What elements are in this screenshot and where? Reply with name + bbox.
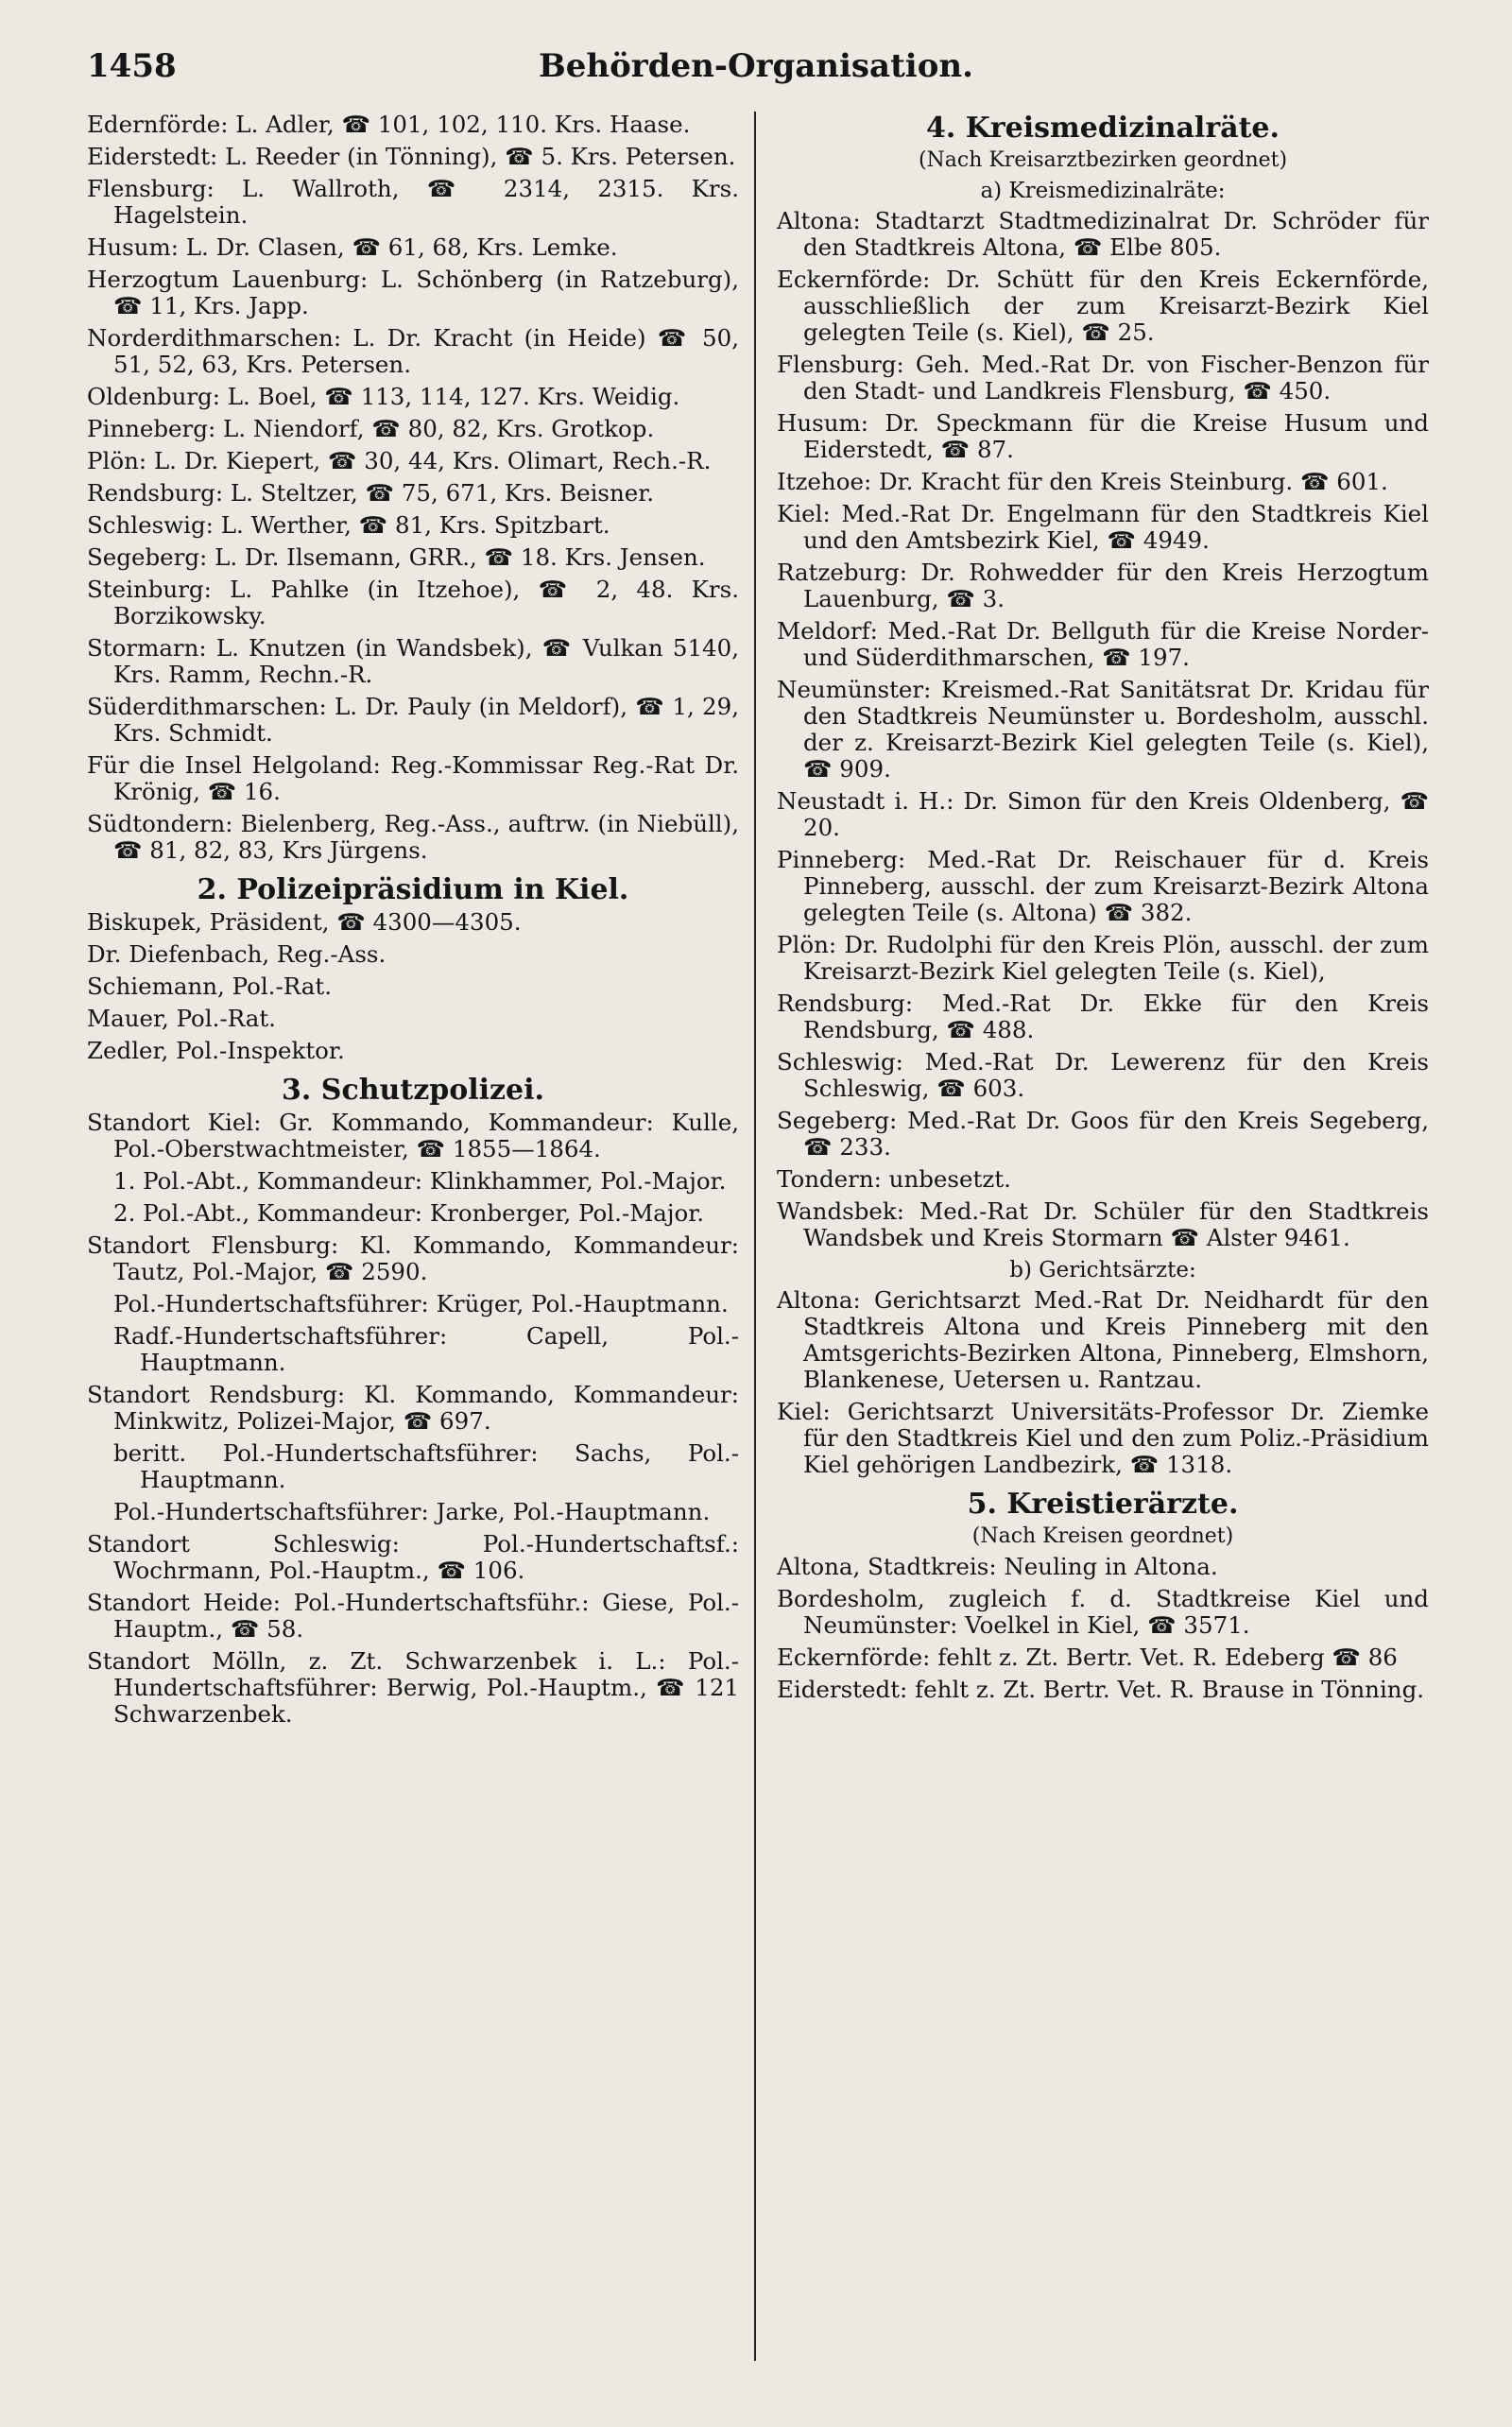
veterinary-entry: Eckernförde: fehlt z. Zt. Bertr. Vet. R. Edeberg ☎ 86 [777, 1644, 1398, 1671]
police-entry: Standort Schleswig: Pol.-Hundertschaftsf.: Wochrmann, Pol.-Hauptm., ☎ 106. [87, 1530, 739, 1584]
district-entry: Süderdithmarschen: L. Dr. Pauly (in Meldorf), ☎ 1, 29, Krs. Schmidt. [87, 693, 739, 747]
medical-entry: Wandsbek: Med.-Rat Dr. Schüler für den Stadtkreis Wandsbek und Kreis Stormarn ☎ Alster 9461. [777, 1197, 1429, 1251]
district-entry: Husum: L. Dr. Clasen, ☎ 61, 68, Krs. Lemke. [87, 233, 618, 261]
medical-entry: Itzehoe: Dr. Kracht für den Kreis Steinburg. ☎ 601. [777, 468, 1388, 495]
medical-entry: Schleswig: Med.-Rat Dr. Lewerenz für den Kreis Schleswig, ☎ 603. [777, 1048, 1429, 1102]
police-entry: Standort Kiel: Gr. Kommando, Kommandeur: Kulle, Pol.-Oberstwachtmeister, ☎ 1855—1864. [87, 1109, 739, 1162]
district-entry: Schleswig: L. Werther, ☎ 81, Krs. Spitzbart. [87, 511, 610, 539]
court-doctor-entry: Altona: Gerichtsarzt Med.-Rat Dr. Neidhardt für den Stadtkreis Altona und Kreis Pinneberg mit den Amtsgerichts-Bezirken Altona, Pinneberg, Elmshorn, Blankenese, Uetersen u. Rantzau. [777, 1286, 1429, 1393]
police-subentry: Radf.-Hundertschaftsführer: Capell, Pol.-Hauptmann. [113, 1322, 739, 1376]
district-entry: Eiderstedt: L. Reeder (in Tönning), ☎ 5. Krs. Petersen. [87, 143, 736, 170]
section-heading: 3. Schutzpolizei. [282, 1074, 544, 1107]
staff-entry: Biskupek, Präsident, ☎ 4300—4305. [87, 908, 522, 936]
district-entry: Edernförde: L. Adler, ☎ 101, 102, 110. Krs. Haase. [87, 111, 691, 138]
section-heading: 5. Kreistierärzte. [967, 1488, 1239, 1521]
medical-entry: Segeberg: Med.-Rat Dr. Goos für den Kreis Segeberg, ☎ 233. [777, 1107, 1429, 1161]
district-entry: Flensburg: L. Wallroth, ☎ 2314, 2315. Krs. Hagelstein. [87, 175, 739, 229]
page-number: 1458 [87, 47, 177, 85]
district-entry: Herzogtum Lauenburg: L. Schönberg (in Ratzeburg), ☎ 11, Krs. Japp. [87, 266, 739, 319]
medical-entry: Kiel: Med.-Rat Dr. Engelmann für den Stadtkreis Kiel und den Amtsbezirk Kiel, ☎ 4949. [777, 500, 1429, 554]
veterinary-entry: Eiderstedt: fehlt z. Zt. Bertr. Vet. R. Brause in Tönning. [777, 1676, 1425, 1703]
medical-entry: Rendsburg: Med.-Rat Dr. Ekke für den Kreis Rendsburg, ☎ 488. [777, 990, 1429, 1043]
staff-entry: Dr. Diefenbach, Reg.-Ass. [87, 940, 387, 968]
medical-entry: Eckernförde: Dr. Schütt für den Kreis Eckernförde, ausschließlich der zum Kreisarzt-Bezirk Kiel gelegten Teile (s. Kiel), ☎ 25. [777, 266, 1429, 346]
subsection-heading: a) Kreismedizinalräte: [980, 179, 1226, 203]
staff-entry: Zedler, Pol.-Inspektor. [87, 1037, 345, 1064]
section-heading: 4. Kreismedizinalräte. [926, 112, 1280, 145]
medical-entry: Plön: Dr. Rudolphi für den Kreis Plön, ausschl. der zum Kreisarzt-Bezirk Kiel gelegten Teile (s. Kiel), [777, 931, 1429, 985]
medical-entry: Altona: Stadtarzt Stadtmedizinalrat Dr. Schröder für den Stadtkreis Altona, ☎ Elbe 805. [777, 207, 1429, 261]
police-subentry: Pol.-Hundertschaftsführer: Krüger, Pol.-Hauptmann. [113, 1290, 729, 1317]
column-divider [754, 112, 756, 2361]
police-entry: Standort Flensburg: Kl. Kommando, Kommandeur: Tautz, Pol.-Major, ☎ 2590. [87, 1231, 739, 1285]
district-entry: Südtondern: Bielenberg, Reg.-Ass., auftrw. (in Niebüll), ☎ 81, 82, 83, Krs Jürgens. [87, 810, 739, 864]
district-entry: Norderdithmarschen: L. Dr. Kracht (in Heide) ☎ 50, 51, 52, 63, Krs. Petersen. [87, 324, 739, 378]
district-entry: Plön: L. Dr. Kiepert, ☎ 30, 44, Krs. Olimart, Rech.-R. [87, 447, 712, 474]
district-entry: Oldenburg: L. Boel, ☎ 113, 114, 127. Krs. Weidig. [87, 383, 680, 410]
subsection-heading: b) Gerichtsärzte: [1009, 1258, 1196, 1282]
district-entry: Pinneberg: L. Niendorf, ☎ 80, 82, Krs. Grotkop. [87, 415, 655, 442]
running-head [0, 47, 1512, 95]
section-note: (Nach Kreisarztbezirken geordnet) [918, 148, 1288, 172]
right-column [777, 112, 1429, 1709]
police-subentry: 2. Pol.-Abt., Kommandeur: Kronberger, Pol.-Major. [113, 1199, 705, 1227]
left-column [87, 112, 739, 1733]
medical-entry: Meldorf: Med.-Rat Dr. Bellguth für die Kreise Norder- und Süderdithmarschen, ☎ 197. [777, 617, 1429, 671]
district-entry: Segeberg: L. Dr. Ilsemann, GRR., ☎ 18. Krs. Jensen. [87, 543, 706, 571]
district-entry: Rendsburg: L. Steltzer, ☎ 75, 671, Krs. Beisner. [87, 479, 655, 507]
medical-entry: Flensburg: Geh. Med.-Rat Dr. von Fischer-Benzon für den Stadt- und Landkreis Flensburg, ☎ 450. [777, 351, 1429, 404]
page-title: Behörden-Organisation. [539, 47, 973, 85]
police-subentry: Pol.-Hundertschaftsführer: Jarke, Pol.-Hauptmann. [113, 1498, 711, 1525]
court-doctor-entry: Kiel: Gerichtsarzt Universitäts-Professor Dr. Ziemke für den Stadtkreis Kiel und den zum Poliz.-Präsidium Kiel gehörigen Landbezirk, ☎ 1318. [777, 1398, 1429, 1478]
medical-entry: Ratzeburg: Dr. Rohwedder für den Kreis Herzogtum Lauenburg, ☎ 3. [777, 559, 1429, 612]
district-entry: Für die Insel Helgoland: Reg.-Kommissar Reg.-Rat Dr. Krönig, ☎ 16. [87, 751, 739, 805]
veterinary-entry: Bordesholm, zugleich f. d. Stadtkreise Kiel und Neumünster: Voelkel in Kiel, ☎ 3571. [777, 1585, 1429, 1639]
medical-entry: Tondern: unbesetzt. [777, 1165, 1011, 1193]
veterinary-entry: Altona, Stadtkreis: Neuling in Altona. [777, 1553, 1218, 1580]
police-subentry: beritt. Pol.-Hundertschaftsführer: Sachs, Pol.-Hauptmann. [113, 1439, 739, 1493]
medical-entry: Neumünster: Kreismed.-Rat Sanitätsrat Dr. Kridau für den Stadtkreis Neumünster u. Bordesholm, ausschl. der z. Kreisarzt-Bezirk Kiel gelegten Teile (s. Kiel), ☎ 909. [777, 676, 1429, 783]
medical-entry: Neustadt i. H.: Dr. Simon für den Kreis Oldenberg, ☎ 20. [777, 787, 1429, 841]
medical-entry: Husum: Dr. Speckmann für die Kreise Husum und Eiderstedt, ☎ 87. [777, 409, 1429, 463]
district-entry: Stormarn: L. Knutzen (in Wandsbek), ☎ Vulkan 5140, Krs. Ramm, Rechn.-R. [87, 634, 739, 688]
police-subentry: 1. Pol.-Abt., Kommandeur: Klinkhammer, Pol.-Major. [113, 1167, 727, 1195]
police-entry: Standort Heide: Pol.-Hundertschaftsführ.: Giese, Pol.-Hauptm., ☎ 58. [87, 1589, 739, 1643]
medical-entry: Pinneberg: Med.-Rat Dr. Reischauer für d. Kreis Pinneberg, ausschl. der zum Kreisarzt-Bezirk Altona gelegten Teile (s. Altona) ☎ 382. [777, 846, 1429, 926]
staff-entry: Mauer, Pol.-Rat. [87, 1005, 276, 1032]
staff-entry: Schiemann, Pol.-Rat. [87, 973, 332, 1000]
police-entry: Standort Mölln, z. Zt. Schwarzenbek i. L.: Pol.-Hundertschaftsführer: Berwig, Pol.-Hauptm., ☎ 121 Schwarzenbek. [87, 1647, 739, 1728]
district-entry: Steinburg: L. Pahlke (in Itzehoe), ☎ 2, 48. Krs. Borzikowsky. [87, 576, 739, 629]
police-entry: Standort Rendsburg: Kl. Kommando, Kommandeur: Minkwitz, Polizei-Major, ☎ 697. [87, 1381, 739, 1435]
section-heading: 2. Polizeipräsidium in Kiel. [197, 873, 629, 906]
section-note: (Nach Kreisen geordnet) [971, 1524, 1234, 1548]
